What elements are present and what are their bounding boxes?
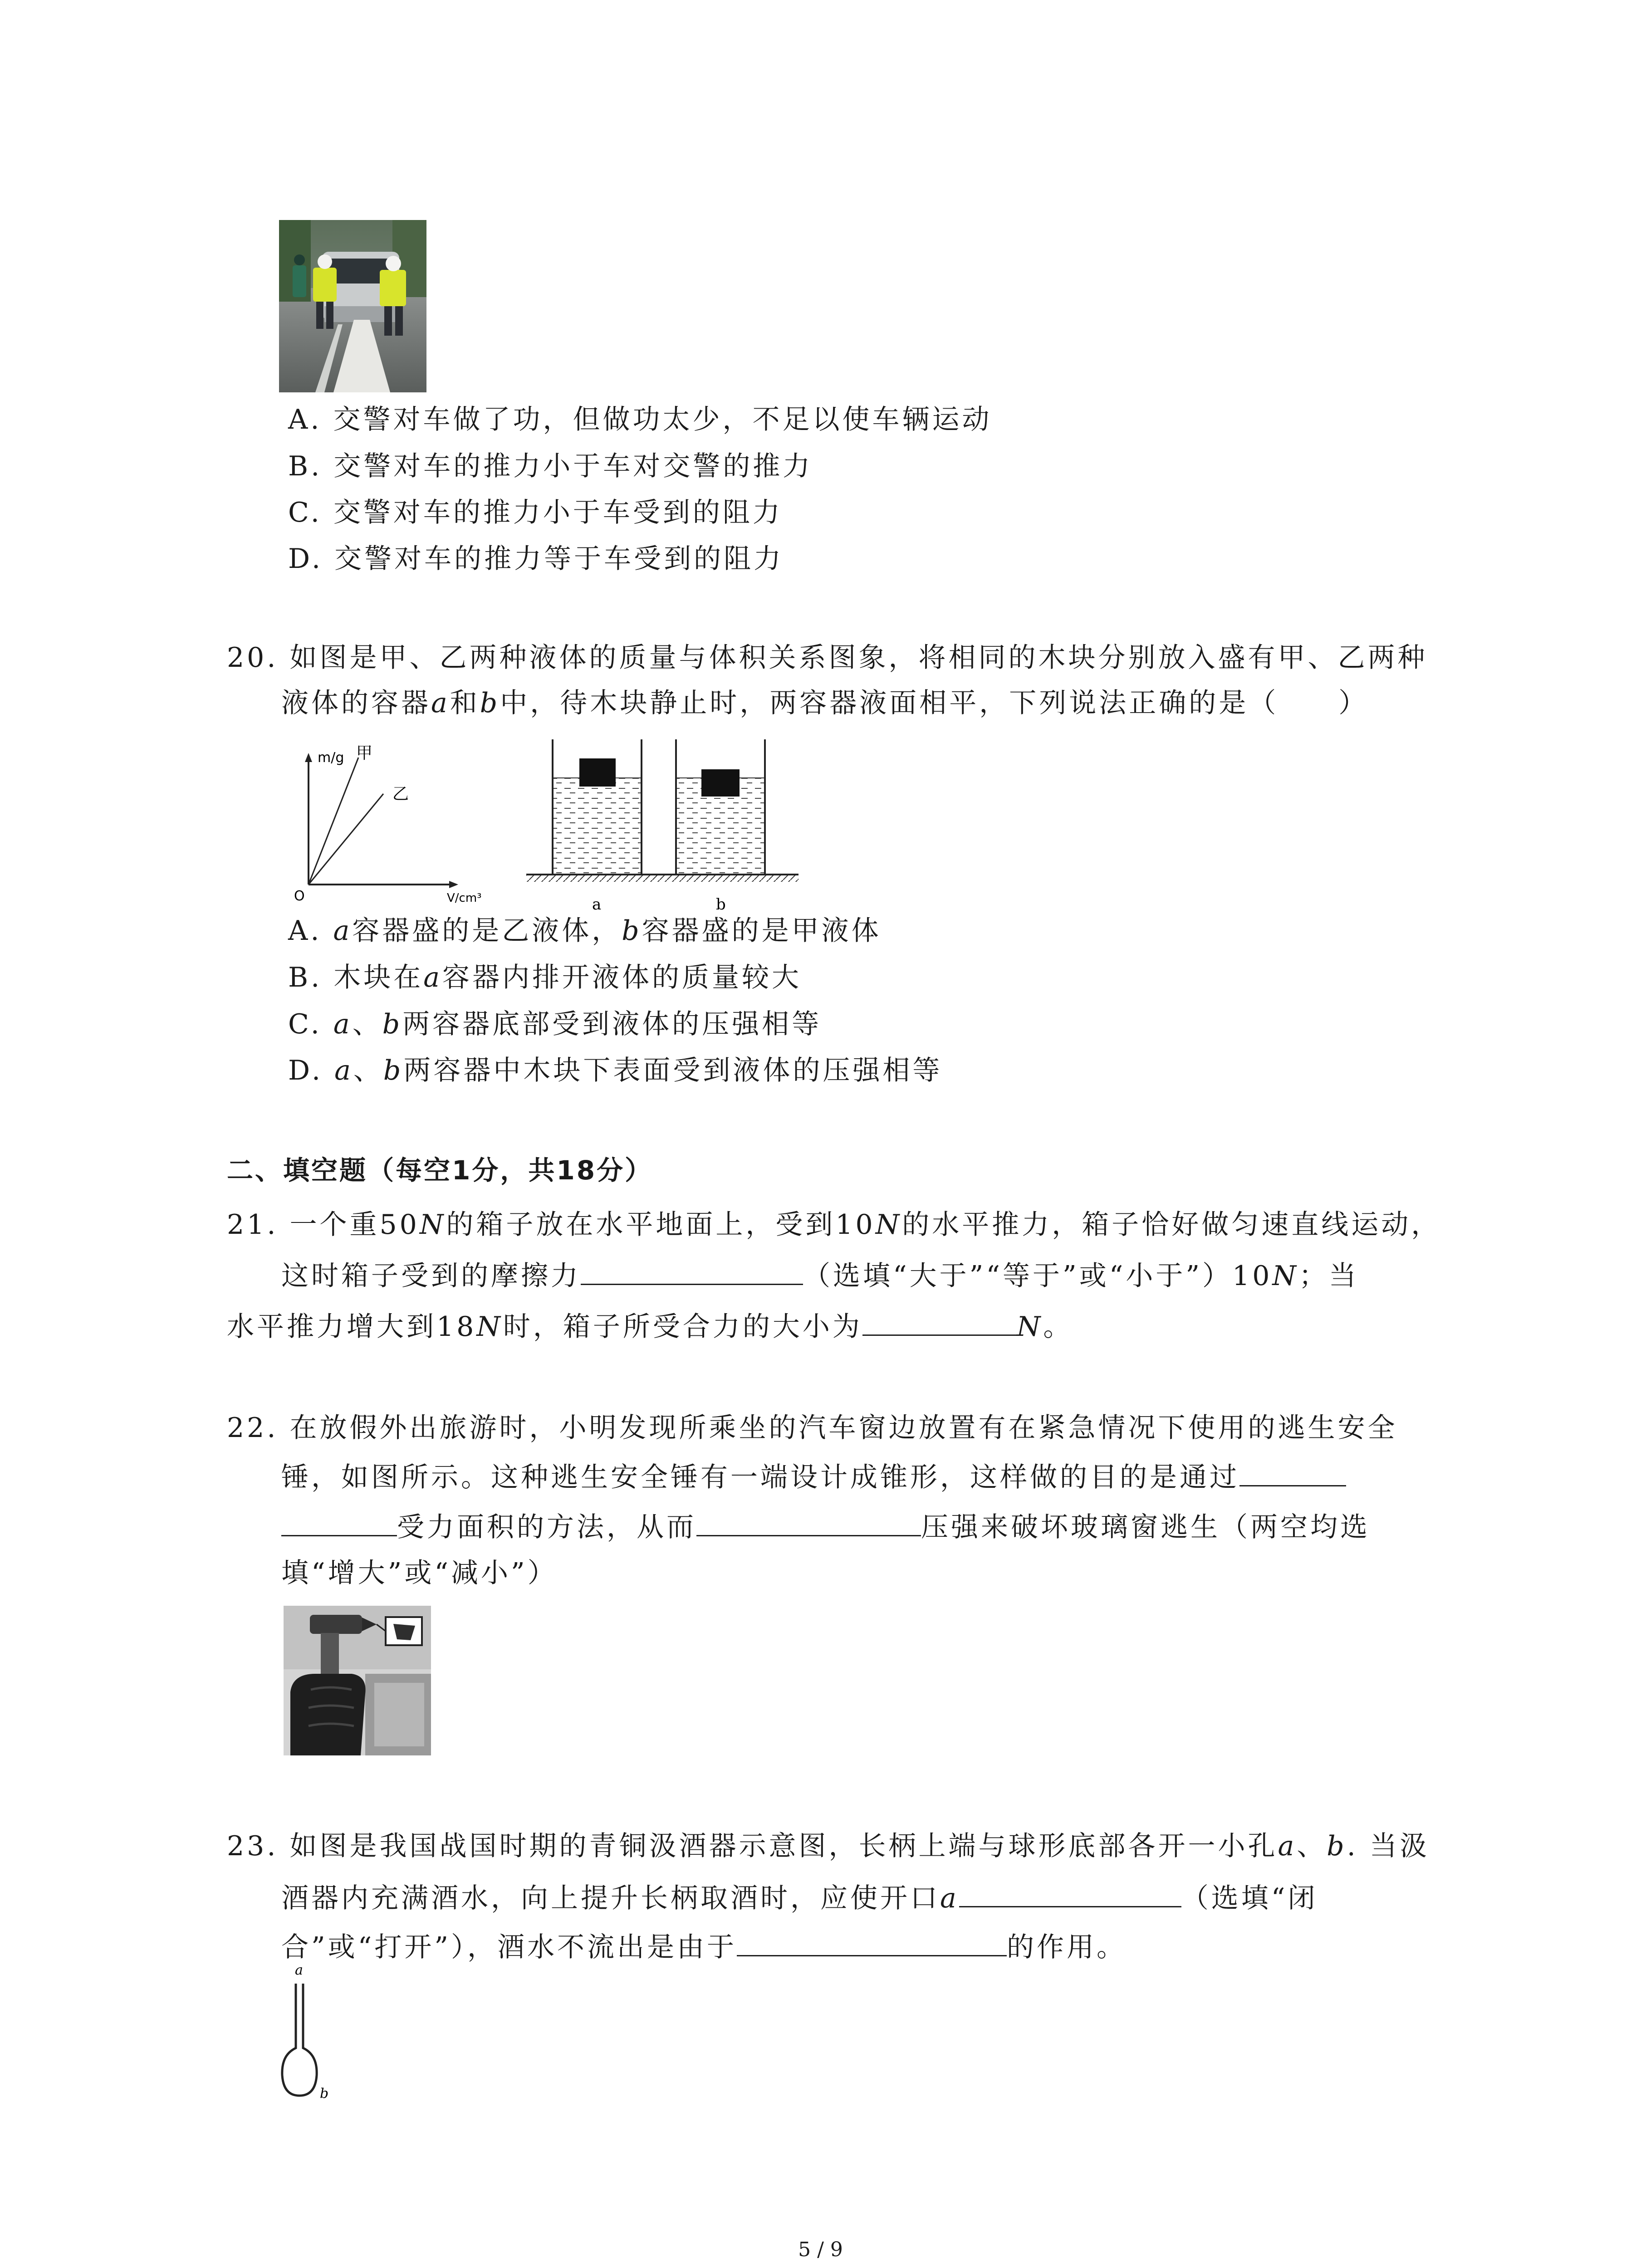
- line-yi: [309, 794, 383, 885]
- q23-blank-1[interactable]: [959, 1878, 1181, 1907]
- q21-l3b: 时，箱子所受合力的大小为: [503, 1311, 862, 1343]
- q20-option-c-var1: a: [333, 1008, 353, 1040]
- q22-line-3: [281, 1507, 1370, 1545]
- q21-blank-1[interactable]: [581, 1256, 803, 1285]
- q20-line-1: [227, 640, 1428, 676]
- q21-unit-2: N: [875, 1209, 902, 1241]
- q22-number: 22.: [227, 1412, 279, 1444]
- q21-l1b: 的箱子放在水平地面上，受到10: [446, 1209, 876, 1241]
- hammer-head: [310, 1615, 362, 1634]
- q20-option-d: [288, 1052, 942, 1089]
- q20-option-a-var2: b: [622, 915, 642, 947]
- q21-unit-5: N: [1016, 1311, 1043, 1343]
- q20-option-d-sep: 、: [353, 1055, 383, 1086]
- q21-l3c: 。: [1043, 1311, 1073, 1343]
- container-label-b: b: [716, 895, 726, 914]
- origin-label: O: [294, 888, 305, 904]
- q20-option-c-letter: C.: [288, 1008, 322, 1040]
- q22-l3b: 压强来破坏玻璃窗逃生（两空均选: [921, 1511, 1370, 1543]
- q21-unit-1: N: [419, 1209, 446, 1241]
- q22-l2: 锤，如图所示。这种逃生安全锤有一端设计成锥形，这样做的目的是通过: [281, 1461, 1239, 1493]
- q22-line-1: [227, 1410, 1398, 1446]
- q20-line-2: [281, 685, 1368, 721]
- q20-text-2b: 和: [450, 687, 480, 719]
- q23-number: 23.: [227, 1830, 279, 1862]
- q23-line-1: [227, 1828, 1430, 1864]
- section-2-heading: 二、填空题（每空1分，共18分）: [227, 1155, 653, 1186]
- q23-sep: 、: [1297, 1830, 1327, 1862]
- q22-blank-1-cont[interactable]: [281, 1507, 397, 1536]
- ladle-label-b: b: [320, 2086, 329, 2102]
- q21-line-2: [281, 1256, 1359, 1294]
- q21-l2b: （选填“大于”“等于”或“小于”）10: [803, 1260, 1273, 1292]
- q19-option-d: D. 交警对车的推力等于车受到的阻力: [288, 543, 784, 575]
- q21-l1a: 一个重50: [289, 1209, 420, 1241]
- label-yi: 乙: [392, 785, 409, 803]
- q23-line-3: [281, 1927, 1127, 1965]
- q21-line-3: [227, 1306, 1073, 1345]
- q20-option-b-t1: 容器内排开液体的质量较大: [442, 962, 802, 993]
- mass-volume-graph: [290, 739, 508, 912]
- q20-option-c: [288, 1006, 822, 1042]
- q23-l1b: . 当汲: [1347, 1830, 1430, 1862]
- q20-text-2c: 中，待木块静止时，两容器液面相平，下列说法正确的是（ ）: [500, 687, 1369, 719]
- q21-l2a: 这时箱子受到的摩擦力: [281, 1260, 581, 1292]
- q22-blank-2[interactable]: [696, 1507, 921, 1536]
- y-axis-arrow: [305, 753, 312, 762]
- container-a: [553, 739, 642, 874]
- q23-line-2: [281, 1878, 1318, 1916]
- q21-unit-3: N: [1272, 1260, 1299, 1292]
- q22-line-2: [281, 1457, 1346, 1496]
- q21-l2c: ；当: [1298, 1260, 1359, 1292]
- ground-hatch: [526, 875, 798, 882]
- q20-number: 20.: [227, 642, 279, 674]
- wood-block-a: [579, 758, 616, 787]
- q20-option-a-var1: a: [333, 915, 353, 947]
- line-jia: [309, 758, 358, 885]
- q20-option-a: [288, 913, 882, 949]
- page-number: 5 / 9: [798, 2238, 843, 2261]
- container-label-a: a: [592, 895, 602, 914]
- q23-l2a: 酒器内充满酒水，向上提升长柄取酒时，应使开口: [281, 1882, 940, 1914]
- q21-blank-2[interactable]: [862, 1306, 1017, 1336]
- q22-l3a: 受力面积的方法，从而: [397, 1511, 696, 1543]
- y-axis-label: m/g: [318, 750, 344, 766]
- hand: [290, 1674, 366, 1755]
- q20-option-d-letter: D.: [288, 1055, 323, 1086]
- police-pushing-car-photo: [279, 220, 426, 392]
- q20-option-c-t1: 两容器底部受到液体的压强相等: [402, 1008, 822, 1040]
- label-jia: 甲: [356, 744, 373, 763]
- q20-option-d-var1: a: [334, 1055, 353, 1086]
- q20-text-2a: 液体的容器: [281, 687, 431, 719]
- q20-var-b: b: [480, 687, 500, 719]
- q23-var-a: a: [1278, 1830, 1297, 1862]
- q21-unit-4: N: [476, 1311, 503, 1343]
- ladle-outline: [282, 1984, 317, 2096]
- q23-l2b: （选填“闭: [1181, 1882, 1318, 1914]
- q20-var-a: a: [431, 687, 450, 719]
- q21-l1c: 的水平推力，箱子恰好做匀速直线运动，: [902, 1209, 1441, 1241]
- q20-option-b-t0: 木块在: [333, 962, 424, 993]
- q23-var-b: b: [1327, 1830, 1347, 1862]
- q21-number: 21.: [227, 1209, 279, 1241]
- q22-line-4: 填“增大”或“减小”）: [281, 1557, 558, 1589]
- q20-option-a-t1: 容器盛的是乙液体，: [352, 915, 622, 947]
- q20-option-d-var2: b: [383, 1055, 404, 1086]
- q20-text-1: 如图是甲、乙两种液体的质量与体积关系图象，将相同的木块分别放入盛有甲、乙两种: [289, 642, 1428, 674]
- q20-option-c-var2: b: [382, 1008, 403, 1040]
- q19-option-b: B. 交警对车的推力小于车对交警的推力: [288, 450, 813, 482]
- q23-l3b: 的作用。: [1007, 1931, 1127, 1963]
- q20-option-a-letter: A.: [288, 915, 322, 947]
- q23-l3a: 合”或“打开”），酒水不流出是由于: [281, 1931, 737, 1963]
- q20-option-c-sep: 、: [352, 1008, 382, 1040]
- q20-option-a-t2: 容器盛的是甲液体: [642, 915, 882, 947]
- q20-option-b-letter: B.: [288, 962, 323, 993]
- container-b: [676, 739, 765, 874]
- q21-l3a: 水平推力增大到18: [227, 1311, 477, 1343]
- q20-option-d-t1: 两容器中木块下表面受到液体的压强相等: [403, 1055, 943, 1086]
- q19-option-a: A. 交警对车做了功，但做功太少，不足以使车辆运动: [288, 404, 992, 435]
- x-axis-label: V/cm³: [447, 891, 482, 905]
- wine-ladle-figure: [272, 1962, 345, 2102]
- q19-option-c: C. 交警对车的推力小于车受到的阻力: [288, 497, 783, 528]
- ladle-label-a: a: [295, 1962, 303, 1978]
- q23-l1a: 如图是我国战国时期的青铜汲酒器示意图，长柄上端与球形底部各开一小孔: [289, 1830, 1278, 1862]
- q22-l1: 在放假外出旅游时，小明发现所乘坐的汽车窗边放置有在紧急情况下使用的逃生安全: [289, 1412, 1398, 1444]
- containers-figure: [522, 735, 803, 916]
- q23-blank-2[interactable]: [737, 1927, 1007, 1956]
- x-axis-arrow: [449, 881, 458, 888]
- q21-line-1: [227, 1207, 1441, 1243]
- wood-block-b: [701, 769, 740, 797]
- q20-option-b-var1: a: [423, 962, 443, 993]
- q20-option-b: [288, 959, 802, 996]
- q22-blank-1[interactable]: [1239, 1457, 1346, 1486]
- q23-var-a-2: a: [940, 1882, 959, 1914]
- safety-hammer-photo: [284, 1606, 431, 1755]
